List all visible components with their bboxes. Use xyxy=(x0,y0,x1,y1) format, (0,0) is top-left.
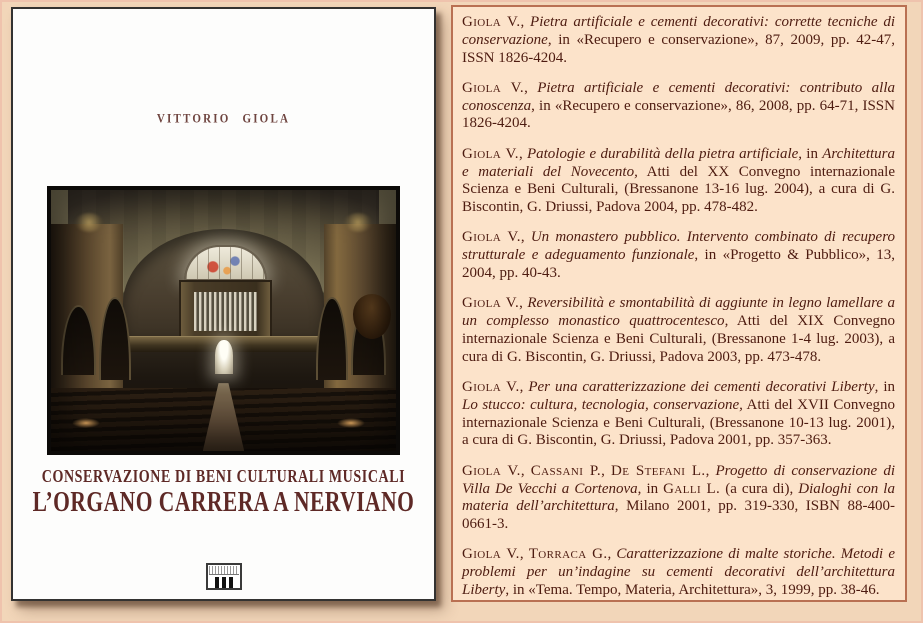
bibliography-entry: Giola V., Pietra artificiale e cementi decorativi: contributo alla conoscenza, in «Recupero e conservazione», 86, 2008, pp. 64-71, ISSN 1826-4204. xyxy=(462,79,896,132)
book-title: L’ORGANO CARRERA A NERVIANO xyxy=(32,485,415,518)
bibliography-entry: Giola V., Per una caratterizzazione dei cementi decorativi Liberty, in Lo stucco: cultura, tecnologia, conservazione, Atti del XVII Convegno internazionale Scienza e Beni Culturali, (Bressanone 10-13 lug. 2001), a cura di G. Biscontin, G. Driussi, Padova 2001, pp. 357-363. xyxy=(462,379,896,449)
bibliography-entry: Giola V., Pietra artificiale e cementi decorativi: corrette tecniche di conservazione, in «Recupero e conservazione», 87, 2009, pp. 42-47, ISSN 1826-4204. xyxy=(462,14,895,66)
bibliography-entry: Giola V., Reversibilità e smontabilità di aggiunte in legno lamellare a un complesso monastico quattrocentesco, Atti del XIX Convegno internazionale Scienza e Beni Culturali, (Bressanone 1-4 lug. 2003), a cura di G. Biscontin, G. Driussi, Padova 2003, pp. 473-478. xyxy=(462,295,896,365)
bibliography-list xyxy=(462,14,895,600)
publisher-logo-text-strip xyxy=(209,566,239,575)
book-cover xyxy=(11,7,436,601)
bibliography-entry: Giola V., Cassani P., De Stefani L., Progetto di conservazione di Villa De Vecchi a Cortenova, in Galli L. (a cura di), Dialoghi con la materia dell’architettura, Milano 2001, pp. 319-330, ISBN 88-400-0661-3. xyxy=(462,462,896,533)
church-interior-photo xyxy=(47,186,400,455)
bibliography-entry: Giola V., Patologie e durabilità della pietra artificiale, in Architettura e materiali del Novecento, Atti del XX Convegno internazionale Scienza e Beni Culturali, (Bressanone 13-16 lug. 2004), a cura di G. Biscontin, G. Driussi, Padova 2004, pp. 478-482. xyxy=(462,145,895,216)
publisher-logo-bars xyxy=(208,575,240,588)
bibliography-panel xyxy=(451,5,907,602)
book-subtitle: CONSERVAZIONE DI BENI CULTURALI MUSICALI xyxy=(41,468,406,487)
bibliography-entry: Giola V., Un monastero pubblico. Intervento combinato di recupero strutturale e adeguamento funzionale, in «Progetto & Pubblico», 13, 2004, pp. 40-43. xyxy=(462,229,896,282)
book-author: VITTORIO GIOLA xyxy=(156,112,291,126)
bibliography-entry: Giola V., Torraca G., Caratterizzazione di malte storiche. Metodi e problemi per un’indagine su cementi decorativi dell’architettura Liberty, in «Tema. Tempo, Materia, Architettura», 3, 1999, pp. 38-46. xyxy=(462,546,896,599)
publisher-bars-logo-icon xyxy=(206,563,242,590)
photo-vignette xyxy=(51,190,396,451)
